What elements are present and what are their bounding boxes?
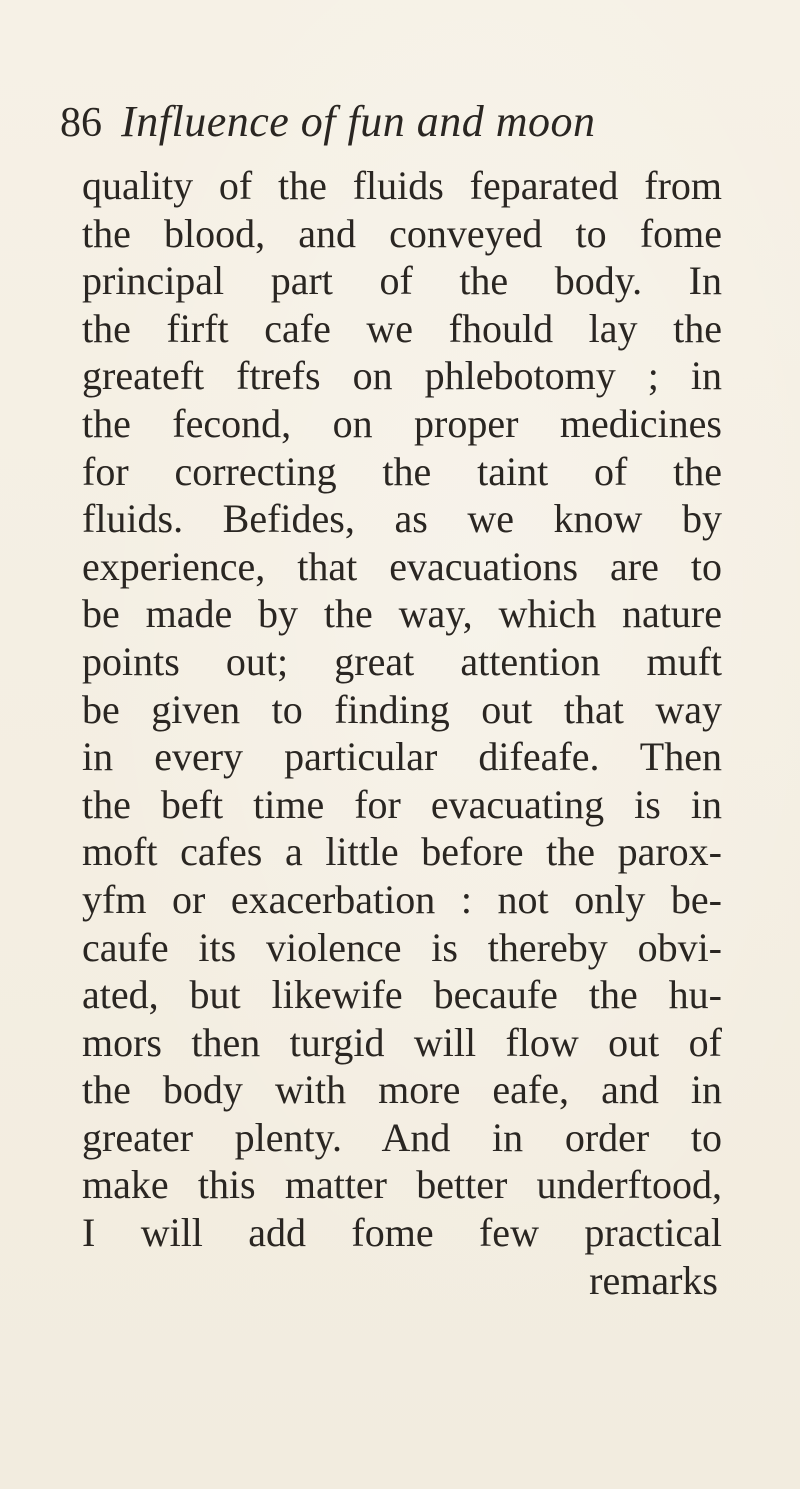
text-line: for correcting the taint of the <box>82 448 722 494</box>
text-line: greateft ftrefs on phlebotomy ; in <box>82 353 722 399</box>
text-line: principal part of the body. In <box>82 258 722 304</box>
text-line: the beft time for evacuating is in <box>82 781 722 827</box>
text-line: yfm or exacerbation : not only be- <box>82 876 722 922</box>
text-line: be given to finding out that way <box>82 686 722 732</box>
page-number: 86 <box>60 100 102 146</box>
text-line: I will add fome few practical <box>82 1210 722 1256</box>
text-line: greater plenty. And in order to <box>82 1114 722 1160</box>
text-line: quality of the fluids feparated from <box>82 163 722 208</box>
text-line: ated, but likewife becaufe the hu- <box>82 972 722 1018</box>
text-line: be made by the way, which nature <box>82 591 722 637</box>
text-line: mors then turgid will flow out of <box>82 1019 722 1065</box>
text-line: the body with more eafe, and in <box>82 1067 722 1113</box>
body-text <box>82 162 722 1304</box>
running-head <box>60 92 760 152</box>
text-line: the firft cafe we fhould lay the <box>82 305 722 351</box>
text-line: moft cafes a little before the parox- <box>82 829 722 875</box>
catchword: remarks <box>589 1257 718 1303</box>
text-line: fluids. Befides, as we know by <box>82 496 722 542</box>
text-line: make this matter better underftood, <box>82 1162 722 1208</box>
text-line: caufe its violence is thereby obvi- <box>82 924 722 970</box>
text-line: the fecond, on proper medicines <box>82 400 722 446</box>
text-line: experience, that evacuations are to <box>82 543 722 589</box>
text-line: in every particular difeafe. Then <box>82 734 722 780</box>
text-line: points out; great attention muft <box>82 638 722 684</box>
text-line: the blood, and conveyed to fome <box>82 210 722 256</box>
running-title: Influence of fun and moon <box>121 97 596 146</box>
